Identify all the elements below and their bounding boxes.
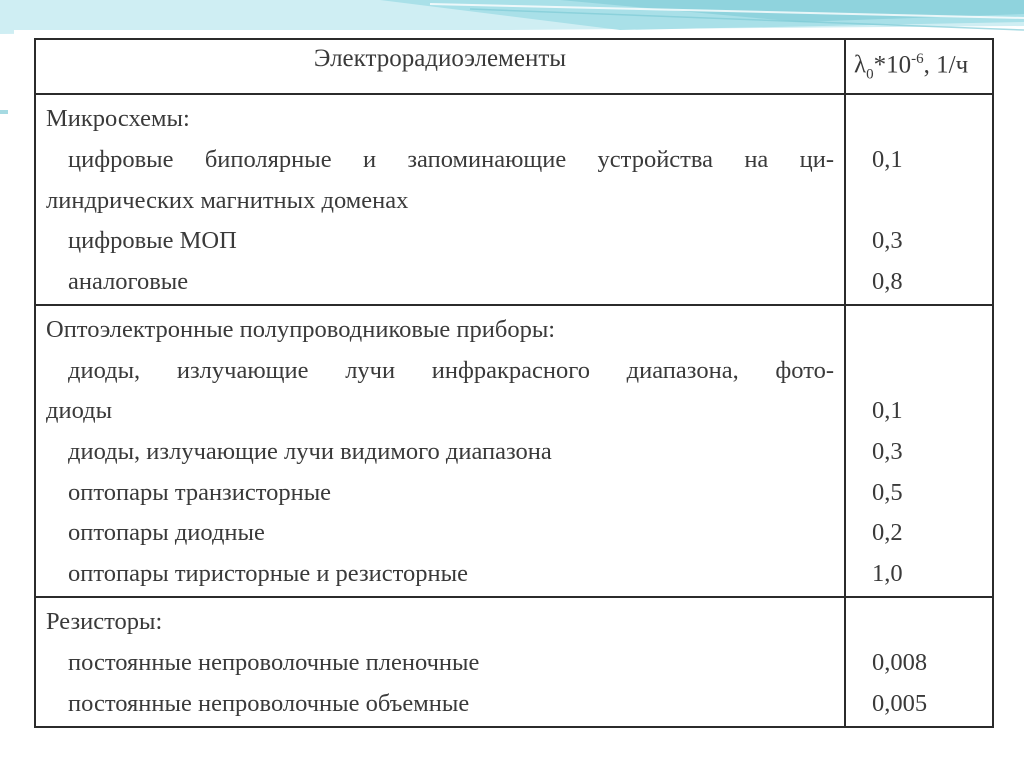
item-value: 0,008 (872, 649, 928, 677)
group-names-cell (35, 305, 845, 597)
item-label: цифровые МОП (68, 227, 237, 255)
name-column-header: Электрорадиоэлементы (35, 39, 845, 94)
item-value: 0,3 (872, 438, 903, 466)
group-values-cell (845, 94, 993, 305)
item-label: постоянные непроволочные пленочные (68, 649, 480, 677)
group-values-cell (845, 305, 993, 597)
item-value: 0,005 (872, 689, 928, 717)
rate-column-header: $\lambda_0*10^{-6}$, 1/ч (845, 39, 993, 94)
item-value: 0,8 (872, 267, 903, 295)
group-names-cell (35, 94, 845, 305)
value-spacer (846, 99, 992, 140)
group-title: Резисторы: (46, 608, 163, 636)
item-label: диоды, излучающие лучи видимого диапазона (68, 438, 552, 466)
item-value: 1,0 (872, 559, 903, 587)
item-value: 0,1 (872, 397, 903, 425)
table-card (14, 30, 990, 717)
group-title: Оптоэлектронные полупроводниковые приборы: (46, 316, 556, 344)
item-label: оптопары тиристорные и резисторные (68, 559, 468, 587)
item-value: 0,3 (872, 227, 903, 255)
item-label: оптопары транзисторные (68, 478, 332, 506)
group-row (35, 305, 993, 597)
item-label: диоды (46, 397, 113, 425)
item-value: 0,1 (872, 145, 903, 173)
group-values-cell (845, 597, 993, 727)
failure-rate-table (34, 38, 994, 728)
value-spacer (846, 351, 992, 392)
group-row (35, 94, 993, 305)
table-header-row (35, 39, 993, 94)
group-row (35, 597, 993, 727)
value-spacer (846, 181, 992, 222)
item-value: 0,2 (872, 519, 903, 547)
group-title: Микросхемы: (46, 105, 190, 133)
value-spacer (846, 310, 992, 351)
item-label: диоды, излучающие лучи инфракрасного диапазона, фото- (68, 356, 834, 384)
value-spacer (846, 602, 992, 643)
item-label: линдрических магнитных доменах (46, 186, 409, 214)
item-label: постоянные непроволочные объемные (68, 689, 470, 717)
group-names-cell (35, 597, 845, 727)
item-label: цифровые биполярные и запоминающие устройства на ци- (68, 145, 834, 173)
item-label: оптопары диодные (68, 519, 265, 547)
item-value: 0,5 (872, 478, 903, 506)
item-label: аналоговые (68, 267, 189, 295)
